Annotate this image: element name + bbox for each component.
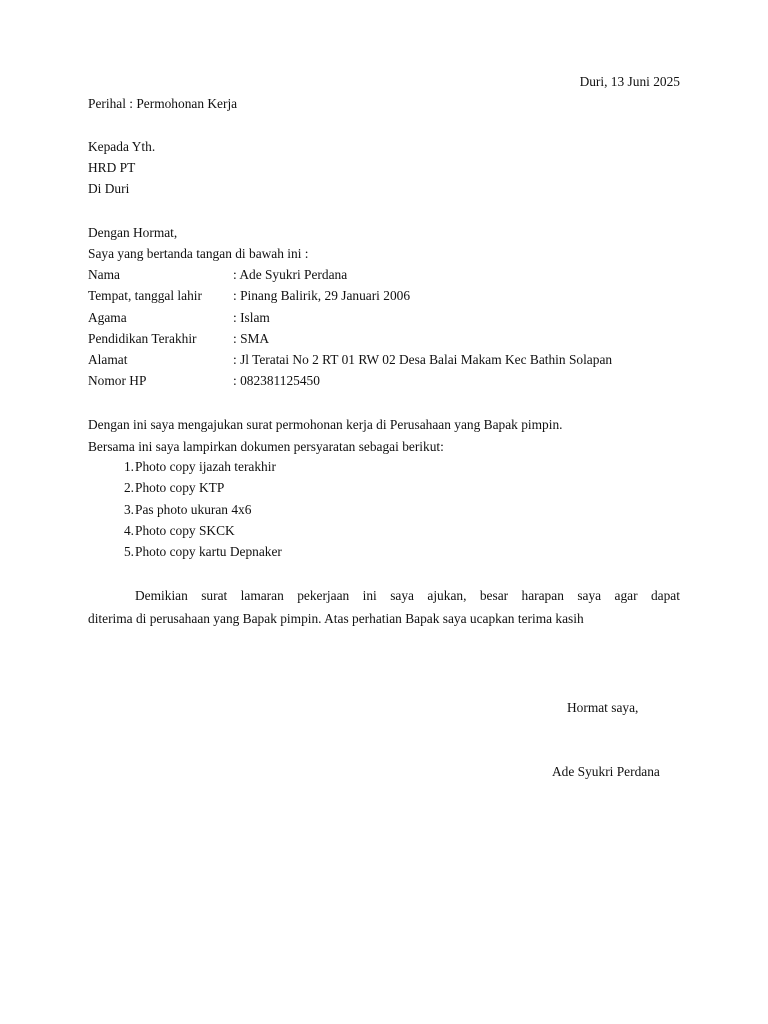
detail-label: Pendidikan Terakhir (88, 330, 197, 346)
closing-regards: Hormat saya, (567, 700, 639, 715)
intro-text: Saya yang bertanda tangan di bawah ini : (88, 246, 309, 261)
recipient-block (88, 136, 155, 199)
attachment-list (108, 456, 282, 562)
detail-row (88, 307, 612, 328)
detail-value: : SMA (233, 330, 270, 346)
closing-line: diterima di perusahaan yang Bapak pimpin. Atas perhatian Bapak saya ucapkan terima kasih (88, 611, 584, 626)
detail-value: : 082381125450 (233, 373, 320, 389)
list-number: 2. (123, 480, 134, 496)
list-item (108, 477, 282, 498)
detail-value: : Jl Teratai No 2 RT 01 RW 02 Desa Balai Makam Kec Bathin Solapan (233, 352, 613, 368)
list-item (108, 520, 282, 541)
body-line: Bersama ini saya lampirkan dokumen persyaratan sebagai berikut: (88, 438, 444, 454)
list-text: Photo copy kartu Depnaker (135, 544, 282, 560)
detail-value: : Pinang Balirik, 29 Januari 2006 (233, 288, 411, 304)
closing-word: pekerjaan (297, 588, 350, 603)
list-number: 5. (123, 544, 134, 560)
detail-label: Alamat (88, 352, 128, 368)
detail-label: Agama (88, 309, 127, 325)
closing-word: Demikian (135, 588, 188, 603)
closing-line-justified (88, 585, 680, 607)
list-item (108, 499, 282, 520)
detail-row (88, 264, 612, 285)
closing-word: besar (479, 588, 509, 603)
recipient-line: Di Duri (88, 181, 130, 196)
body-paragraph (88, 414, 563, 457)
detail-row (88, 349, 612, 370)
list-text: Photo copy SKCK (135, 522, 235, 538)
list-number: 3. (123, 501, 134, 517)
list-number: 4. (123, 522, 134, 538)
closing-word: surat (201, 588, 228, 603)
list-item (108, 541, 282, 562)
list-item (108, 456, 282, 477)
personal-details (88, 264, 612, 392)
detail-label: Tempat, tanggal lahir (88, 288, 202, 304)
list-text: Photo copy KTP (135, 480, 225, 496)
detail-label: Nomor HP (88, 373, 147, 389)
detail-row (88, 285, 612, 306)
closing-word: lamaran (240, 588, 284, 603)
detail-row (88, 370, 612, 391)
closing-word: saya (577, 588, 602, 603)
list-number: 1. (123, 459, 134, 474)
detail-label: Nama (88, 267, 120, 282)
closing-word: harapan (521, 588, 564, 603)
detail-value: : Ade Syukri Perdana (233, 267, 348, 282)
detail-value: : Islam (233, 309, 270, 325)
closing-word: agar (614, 588, 638, 603)
closing-word: ini (362, 588, 377, 603)
detail-row (88, 328, 612, 349)
signer-name: Ade Syukri Perdana (552, 764, 660, 779)
letter-date: Duri, 13 Juni 2025 (579, 74, 680, 89)
closing-word: ajukan, (427, 588, 467, 603)
list-text: Photo copy ijazah terakhir (135, 459, 276, 474)
closing-word: saya (390, 588, 414, 603)
list-text: Pas photo ukuran 4x6 (135, 501, 252, 517)
closing-word: dapat (650, 588, 680, 603)
salutation: Dengan Hormat, (88, 225, 178, 240)
recipient-line: HRD PT (88, 160, 136, 175)
letter-subject: Perihal : Permohonan Kerja (88, 96, 238, 111)
closing-paragraph (88, 585, 680, 630)
recipient-line: Kepada Yth. (88, 139, 156, 154)
body-line: Dengan ini saya mengajukan surat permohonan kerja di Perusahaan yang Bapak pimpin. (88, 417, 563, 432)
